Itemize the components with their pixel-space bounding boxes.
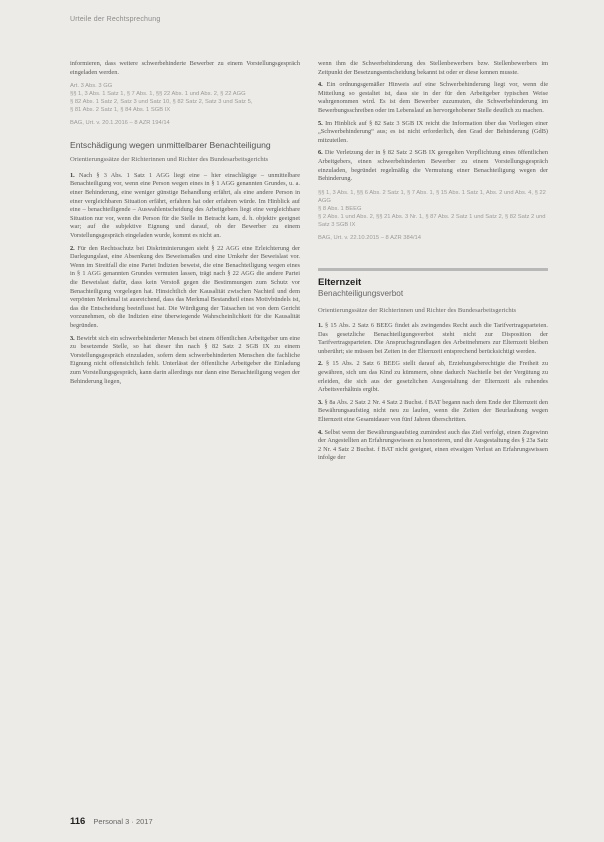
- paragraph-5: [318, 120, 548, 146]
- section-subheading: Benachteiligungsverbot: [318, 288, 404, 298]
- legal-references-text: Art. 3 Abs. 3 GG §§ 1, 3 Abs. 1 Satz 1, § 7 Abs. 1, §§ 22 Abs. 1 und Abs. 2, § 22 AGG § 82 Abs. 1 Satz 2, Satz 3 und Satz 10, § 82 Satz 2, Satz 3 und Satz 5, § 81 Abs. 2 Satz 1, § 84 Abs. 1 SGB IX: [70, 83, 253, 114]
- legal-references: [70, 82, 300, 114]
- paragraph-text: Für den Rechtsschutz bei Diskriminierungen sieht § 22 AGG eine Erleichterung der Darlegungslast, eine Absenkung des Beweismaßes und eine Umkehr der Beweislast vor. Wenn im Streitfall die eine Partei Indizien beweist, die eine Benachteiligung wegen eines in § 1 AGG genannten Grundes vermuten lassen, trägt nach § 22 AGG die andere Partei die Beweislast dafür, dass kein Verstoß gegen die Bestimmungen zum Schutz vor Benachteiligung vorgelegen hat. Hinsichtlich der Kausalität zwischen Nachteil und dem verpönten Merkmal ist ausreichend, dass das Merkmal Bestandteil eines Motivbündels ist, das die Entscheidung beeinflusst hat. Die Würdigung der Tatsachen ist von dem Gericht vorzunehmen, ob die Indizien eine überwiegende Wahrscheinlichkeit für die Kausalität begründen.: [70, 244, 300, 329]
- paragraph-text: Die Verletzung der in § 82 Satz 2 SGB IX geregelten Verpflichtung eines öffentlichen Arbeitgebers, einen schwerbehinderten Bewerber zu einem Vorstellungsgespräch einzuladen, begründet regelmäßig die Vermutung einer Benachteiligung wegen der Behinderung.: [318, 149, 549, 183]
- paragraph-number: 3.: [70, 334, 75, 342]
- legal-references: [318, 189, 548, 229]
- continued-text: wenn ihm die Schwerbehinderung des Stellenbewerbers bzw. Stellenbewerbers im Zeitpunkt der Besetzungsentscheidung bekannt ist oder er diese kennen musste.: [318, 60, 548, 76]
- paragraph-number: 1.: [70, 171, 75, 179]
- intro-text: informieren, dass weitere schwerbehinderte Bewerber zu einem Vorstellungsgespräch eingeladen werden.: [70, 60, 300, 76]
- paragraph-3: [70, 335, 300, 387]
- issue-label: Personal 3 · 2017: [93, 817, 153, 826]
- page-number: 116: [70, 816, 86, 827]
- paragraph-number: 3.: [318, 398, 323, 406]
- paragraph-q4: [318, 429, 548, 463]
- paragraph-q2: [318, 360, 548, 394]
- paragraph-q1: [318, 322, 548, 356]
- paragraph-number: 1.: [318, 322, 323, 330]
- paragraph-number: 4.: [318, 428, 323, 436]
- paragraph-text: Selbst wenn der Bewährungsaufstieg zumindest auch das Ziel verfolgt, einen Zugewinn der Angestellten an Erfahrungswissen zu honorieren, und die Ausgestaltung des § 23a Satz 2 Nr. 4 Satz 2 Buchst. f BAT nicht geeignet, einen etwaigen Verlust an Erfahrungswissen infolge der: [318, 428, 548, 462]
- paragraph-number: 6.: [318, 149, 323, 157]
- court-citation: BAG, Urt. v. 20.1.2016 – 8 AZR 194/14: [70, 120, 170, 127]
- paragraph-q3: [318, 399, 548, 425]
- paragraph-number: 4.: [318, 81, 323, 89]
- section-lead: Orientierungssätze der Richterinnen und Richter des Bundesarbeitsgerichts: [318, 306, 517, 314]
- running-header: Urteile der Rechtsprechung: [70, 16, 161, 23]
- paragraph-text: Ein ordnungsgemäßer Hinweis auf eine Schwerbehinderung liegt vor, wenn die Mitteilung so gestaltet ist, dass sie in der für den Arbeitgeber typischen Weise wahrgenommen wird. Es ist dem Bewerber zuzumuten, die Schwerbehinderung im Bewerbungsschreiben oder im Lebenslauf an hervorgehobener Stelle deutlich zu machen.: [318, 81, 548, 114]
- paragraph-text: § 8a Abs. 2 Satz 2 Nr. 4 Satz 2 Buchst. f BAT begann nach dem Ende der Elternzeit den Bewährungsaufstieg nicht neu zu laufen, wenn die Zeiten der Beurlaubung wegen Elternzeit eine Gesamtdauer von fünf Jahren überschritten.: [318, 398, 548, 424]
- page-footer: [70, 816, 153, 827]
- paragraph-text: § 15 Abs. 2 Satz 6 BEEG stellt darauf ab, Erziehungsberechtigte die Freiheit zu gewähren, sich um das Kind zu kümmern, ohne dadurch Nachteile bei der Vergütung zu erleiden, die sich aus der gesetzlichen Ausgestaltung der Elternzeit als ruhendes Arbeitsverhältnis ergibt.: [318, 360, 548, 394]
- legal-references-text: §§ 1, 3 Abs. 1, §§ 6 Abs. 2 Satz 1, § 7 Abs. 1, § 15 Abs. 1 Satz 1, Abs. 2 und Abs. 4, § 22 AGG § 8 Abs. 1 BEEG § 2 Abs. 1 und Abs. 2, §§ 21 Abs. 3 Nr. 1, § 87 Abs. 2 Satz 1 und Satz 2, § 82 Satz 2 und Satz 3 SGB IX: [318, 189, 546, 228]
- left-column: [70, 60, 300, 390]
- section-lead: Orientierungssätze der Richterinnen und Richter des Bundesarbeitsgerichts: [70, 156, 269, 164]
- paragraph-1: [70, 172, 300, 241]
- paragraph-text: Bewirbt sich ein schwerbehinderter Mensch bei einem öffentlichen Arbeitgeber um eine zu besetzende Stelle, so hat dieser ihn nach § 82 Satz 2 SGB IX zu einem Vorstellungsgespräch einzuladen, sofern dem schwerbehinderten Menschen die fachliche Eignung nicht offensichtlich fehlt. Unterlässt der öffentliche Arbeitgeber die Einladung zum Vorstellungsgespräch, kann darin allerdings nur dann eine Benachteiligung wegen der Behinderung liegen,: [70, 334, 300, 385]
- paragraph-4: [318, 81, 548, 115]
- paragraph-number: 2.: [70, 244, 75, 252]
- paragraph-text: § 15 Abs. 2 Satz 6 BEEG findet als zwingendes Recht auch die Tarifvertragsparteien. Das gesetzliche Benachteiligungsverbot steht nicht zur Disposition der Tarifvertragsparteien. Die Anspruchsgrundlagen des Arbeitnehmers zur Elternzeit bleiben unberührt; sie müssen bei Zeiten in der Elternzeit entsprechend berücksichtigt werden.: [318, 322, 548, 355]
- paragraph-2: [70, 245, 300, 331]
- paragraph-text: Im Hinblick auf § 82 Satz 3 SGB IX reicht die Information über das Vorliegen einer „Schwerbehinderung“ aus; es ist nicht erforderlich, den Grad der Behinderung (GdB) mitzuteilen.: [318, 119, 548, 144]
- section-title: Entschädigung wegen unmittelbarer Benachteiligung: [70, 139, 271, 150]
- paragraph-6: [318, 149, 548, 183]
- paragraph-text: Nach § 3 Abs. 1 Satz 1 AGG liegt eine – hier einschlägige – unmittelbare Benachteiligung vor, wenn eine Person wegen eines in § 1 AGG genannten Grundes, u. a. einer Behinderung, eine weniger günstige Behandlung erfährt, als eine andere Person in einer vergleichbaren Situation erfährt, erfahren hat oder erfahren würde. Im Hinblick auf eine – benachteiligende – Auswahlentscheidung des Arbeitgebers liegt eine vergleichbare Situation nur vor, wenn die Person für die Stelle in Betracht kam, d. h. objektiv geeignet war; auf die subjektive Eignung und darauf, ob der Bewerber zu einem Vorstellungsgespräch eingeladen wurde, kommt es nicht an.: [70, 171, 300, 240]
- paragraph-number: 5.: [318, 119, 323, 127]
- paragraph-number: 2.: [318, 360, 323, 368]
- right-column: [318, 60, 548, 467]
- section-divider: [318, 268, 548, 271]
- section-heading: Elternzeit: [318, 277, 362, 289]
- court-citation: BAG, Urt. v. 22.10.2015 – 8 AZR 384/14: [318, 234, 422, 241]
